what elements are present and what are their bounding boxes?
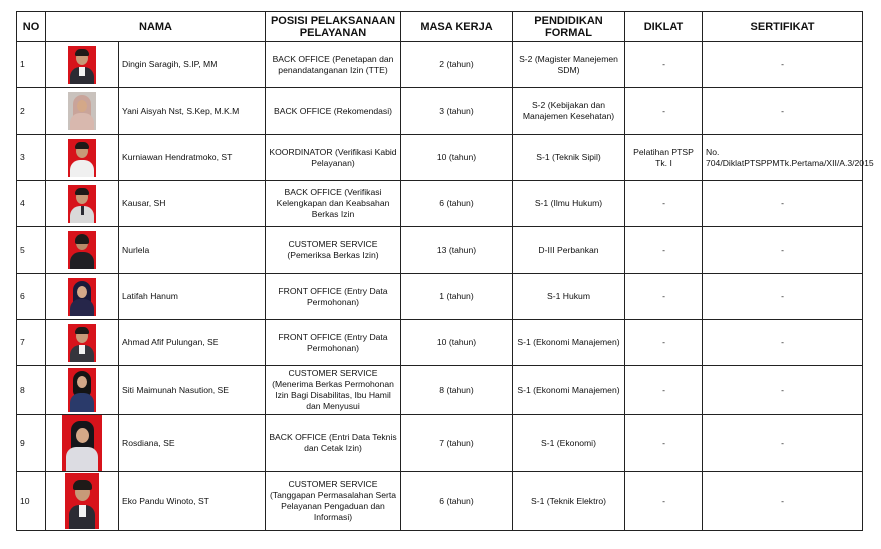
photo-cell (46, 320, 119, 366)
staff-certificate: - (703, 320, 863, 366)
staff-certificate: - (703, 181, 863, 227)
female-photo-icon (68, 231, 96, 269)
row-number: 9 (17, 415, 46, 472)
staff-position: BACK OFFICE (Rekomendasi) (266, 88, 401, 135)
staff-table (16, 11, 874, 531)
staff-training: - (625, 181, 703, 227)
row-number: 3 (17, 135, 46, 181)
table-row (17, 88, 863, 135)
staff-training: - (625, 227, 703, 274)
staff-education: S-1 (Teknik Sipil) (513, 135, 625, 181)
photo-cell (46, 366, 119, 415)
header-diklat: DIKLAT (625, 12, 703, 42)
photo-cell (46, 42, 119, 88)
female-hijab-photo-icon (68, 92, 96, 130)
staff-tenure: 1 (tahun) (401, 274, 513, 320)
header-row (17, 12, 863, 42)
table-row (17, 415, 863, 472)
header-pendidikan: PENDIDIKAN FORMAL (513, 12, 625, 42)
row-number: 4 (17, 181, 46, 227)
table-row (17, 135, 863, 181)
photo-cell (46, 88, 119, 135)
staff-education: S-1 (Teknik Elektro) (513, 472, 625, 531)
header-posisi: POSISI PELAKSANAAN PELAYANAN (266, 12, 401, 42)
staff-tenure: 7 (tahun) (401, 415, 513, 472)
staff-name: Latifah Hanum (119, 274, 266, 320)
staff-name: Eko Pandu Winoto, ST (119, 472, 266, 531)
row-number: 8 (17, 366, 46, 415)
staff-name: Siti Maimunah Nasution, SE (119, 366, 266, 415)
female-hijab-photo-icon (68, 278, 96, 316)
staff-tenure: 8 (tahun) (401, 366, 513, 415)
staff-education: S-1 (Ilmu Hukum) (513, 181, 625, 227)
staff-education: S-1 (Ekonomi Manajemen) (513, 366, 625, 415)
staff-certificate: - (703, 472, 863, 531)
header-masa-kerja: MASA KERJA (401, 12, 513, 42)
staff-tenure: 3 (tahun) (401, 88, 513, 135)
photo-cell (46, 274, 119, 320)
row-number: 5 (17, 227, 46, 274)
staff-position: FRONT OFFICE (Entry Data Permohonan) (266, 320, 401, 366)
staff-education: S-1 (Ekonomi) (513, 415, 625, 472)
male-photo-icon (65, 473, 99, 529)
row-number: 7 (17, 320, 46, 366)
staff-training: - (625, 320, 703, 366)
staff-position: FRONT OFFICE (Entry Data Permohonan) (266, 274, 401, 320)
staff-tenure: 6 (tahun) (401, 181, 513, 227)
staff-name: Ahmad Afif Pulungan, SE (119, 320, 266, 366)
photo-cell (46, 415, 119, 472)
table-row (17, 227, 863, 274)
staff-certificate: No. 704/DiklatPTSPPMTk.Pertama/XII/A.3/2015 (703, 135, 863, 181)
staff-certificate: - (703, 366, 863, 415)
staff-name: Kurniawan Hendratmoko, ST (119, 135, 266, 181)
row-number: 2 (17, 88, 46, 135)
photo-cell (46, 227, 119, 274)
male-photo-icon (68, 185, 96, 223)
header-nama: NAMA (46, 12, 266, 42)
header-no: NO (17, 12, 46, 42)
header-sertifikat: SERTIFIKAT (703, 12, 863, 42)
row-number: 1 (17, 42, 46, 88)
staff-position: KOORDINATOR (Verifikasi Kabid Pelayanan) (266, 135, 401, 181)
table-row (17, 42, 863, 88)
table-row (17, 320, 863, 366)
staff-certificate: - (703, 227, 863, 274)
staff-certificate: - (703, 88, 863, 135)
row-number: 10 (17, 472, 46, 531)
staff-name: Nurlela (119, 227, 266, 274)
staff-tenure: 2 (tahun) (401, 42, 513, 88)
male-photo-icon (68, 46, 96, 84)
table-row (17, 181, 863, 227)
staff-position: CUSTOMER SERVICE (Menerima Berkas Permohonan Izin Bagi Disabilitas, Ibu Hamil dan Menyusui (266, 366, 401, 415)
staff-training: - (625, 366, 703, 415)
staff-tenure: 13 (tahun) (401, 227, 513, 274)
staff-training: Pelatihan PTSP Tk. I (625, 135, 703, 181)
staff-tenure: 10 (tahun) (401, 320, 513, 366)
staff-position: CUSTOMER SERVICE (Pemeriksa Berkas Izin) (266, 227, 401, 274)
staff-education: S-2 (Kebijakan dan Manajemen Kesehatan) (513, 88, 625, 135)
staff-education: S-1 (Ekonomi Manajemen) (513, 320, 625, 366)
staff-position: CUSTOMER SERVICE (Tanggapan Permasalahan Serta Pelayanan Pengaduan dan Informasi) (266, 472, 401, 531)
photo-cell (46, 472, 119, 531)
staff-certificate: - (703, 42, 863, 88)
staff-position: BACK OFFICE (Verifikasi Kelengkapan dan Keabsahan Berkas Izin (266, 181, 401, 227)
staff-certificate: - (703, 415, 863, 472)
staff-training: - (625, 42, 703, 88)
female-hijab-photo-icon (68, 368, 96, 412)
staff-position: BACK OFFICE (Entri Data Teknis dan Cetak Izin) (266, 415, 401, 472)
female-hijab-photo-icon (62, 415, 102, 471)
staff-name: Dingin Saragih, S.IP, MM (119, 42, 266, 88)
male-photo-icon (68, 139, 96, 177)
staff-education: S-2 (Magister Manejemen SDM) (513, 42, 625, 88)
staff-training: - (625, 472, 703, 531)
male-photo-icon (68, 324, 96, 362)
staff-name: Kausar, SH (119, 181, 266, 227)
staff-certificate: - (703, 274, 863, 320)
table-row (17, 274, 863, 320)
staff-tenure: 6 (tahun) (401, 472, 513, 531)
staff-training: - (625, 88, 703, 135)
staff-education: S-1 Hukum (513, 274, 625, 320)
staff-position: BACK OFFICE (Penetapan dan penandatanganan Izin (TTE) (266, 42, 401, 88)
photo-cell (46, 181, 119, 227)
table-row (17, 366, 863, 415)
staff-name: Yani Aisyah Nst, S.Kep, M.K.M (119, 88, 266, 135)
staff-name: Rosdiana, SE (119, 415, 266, 472)
staff-training: - (625, 274, 703, 320)
table-row (17, 472, 863, 531)
staff-training: - (625, 415, 703, 472)
photo-cell (46, 135, 119, 181)
staff-education: D-III Perbankan (513, 227, 625, 274)
row-number: 6 (17, 274, 46, 320)
staff-tenure: 10 (tahun) (401, 135, 513, 181)
